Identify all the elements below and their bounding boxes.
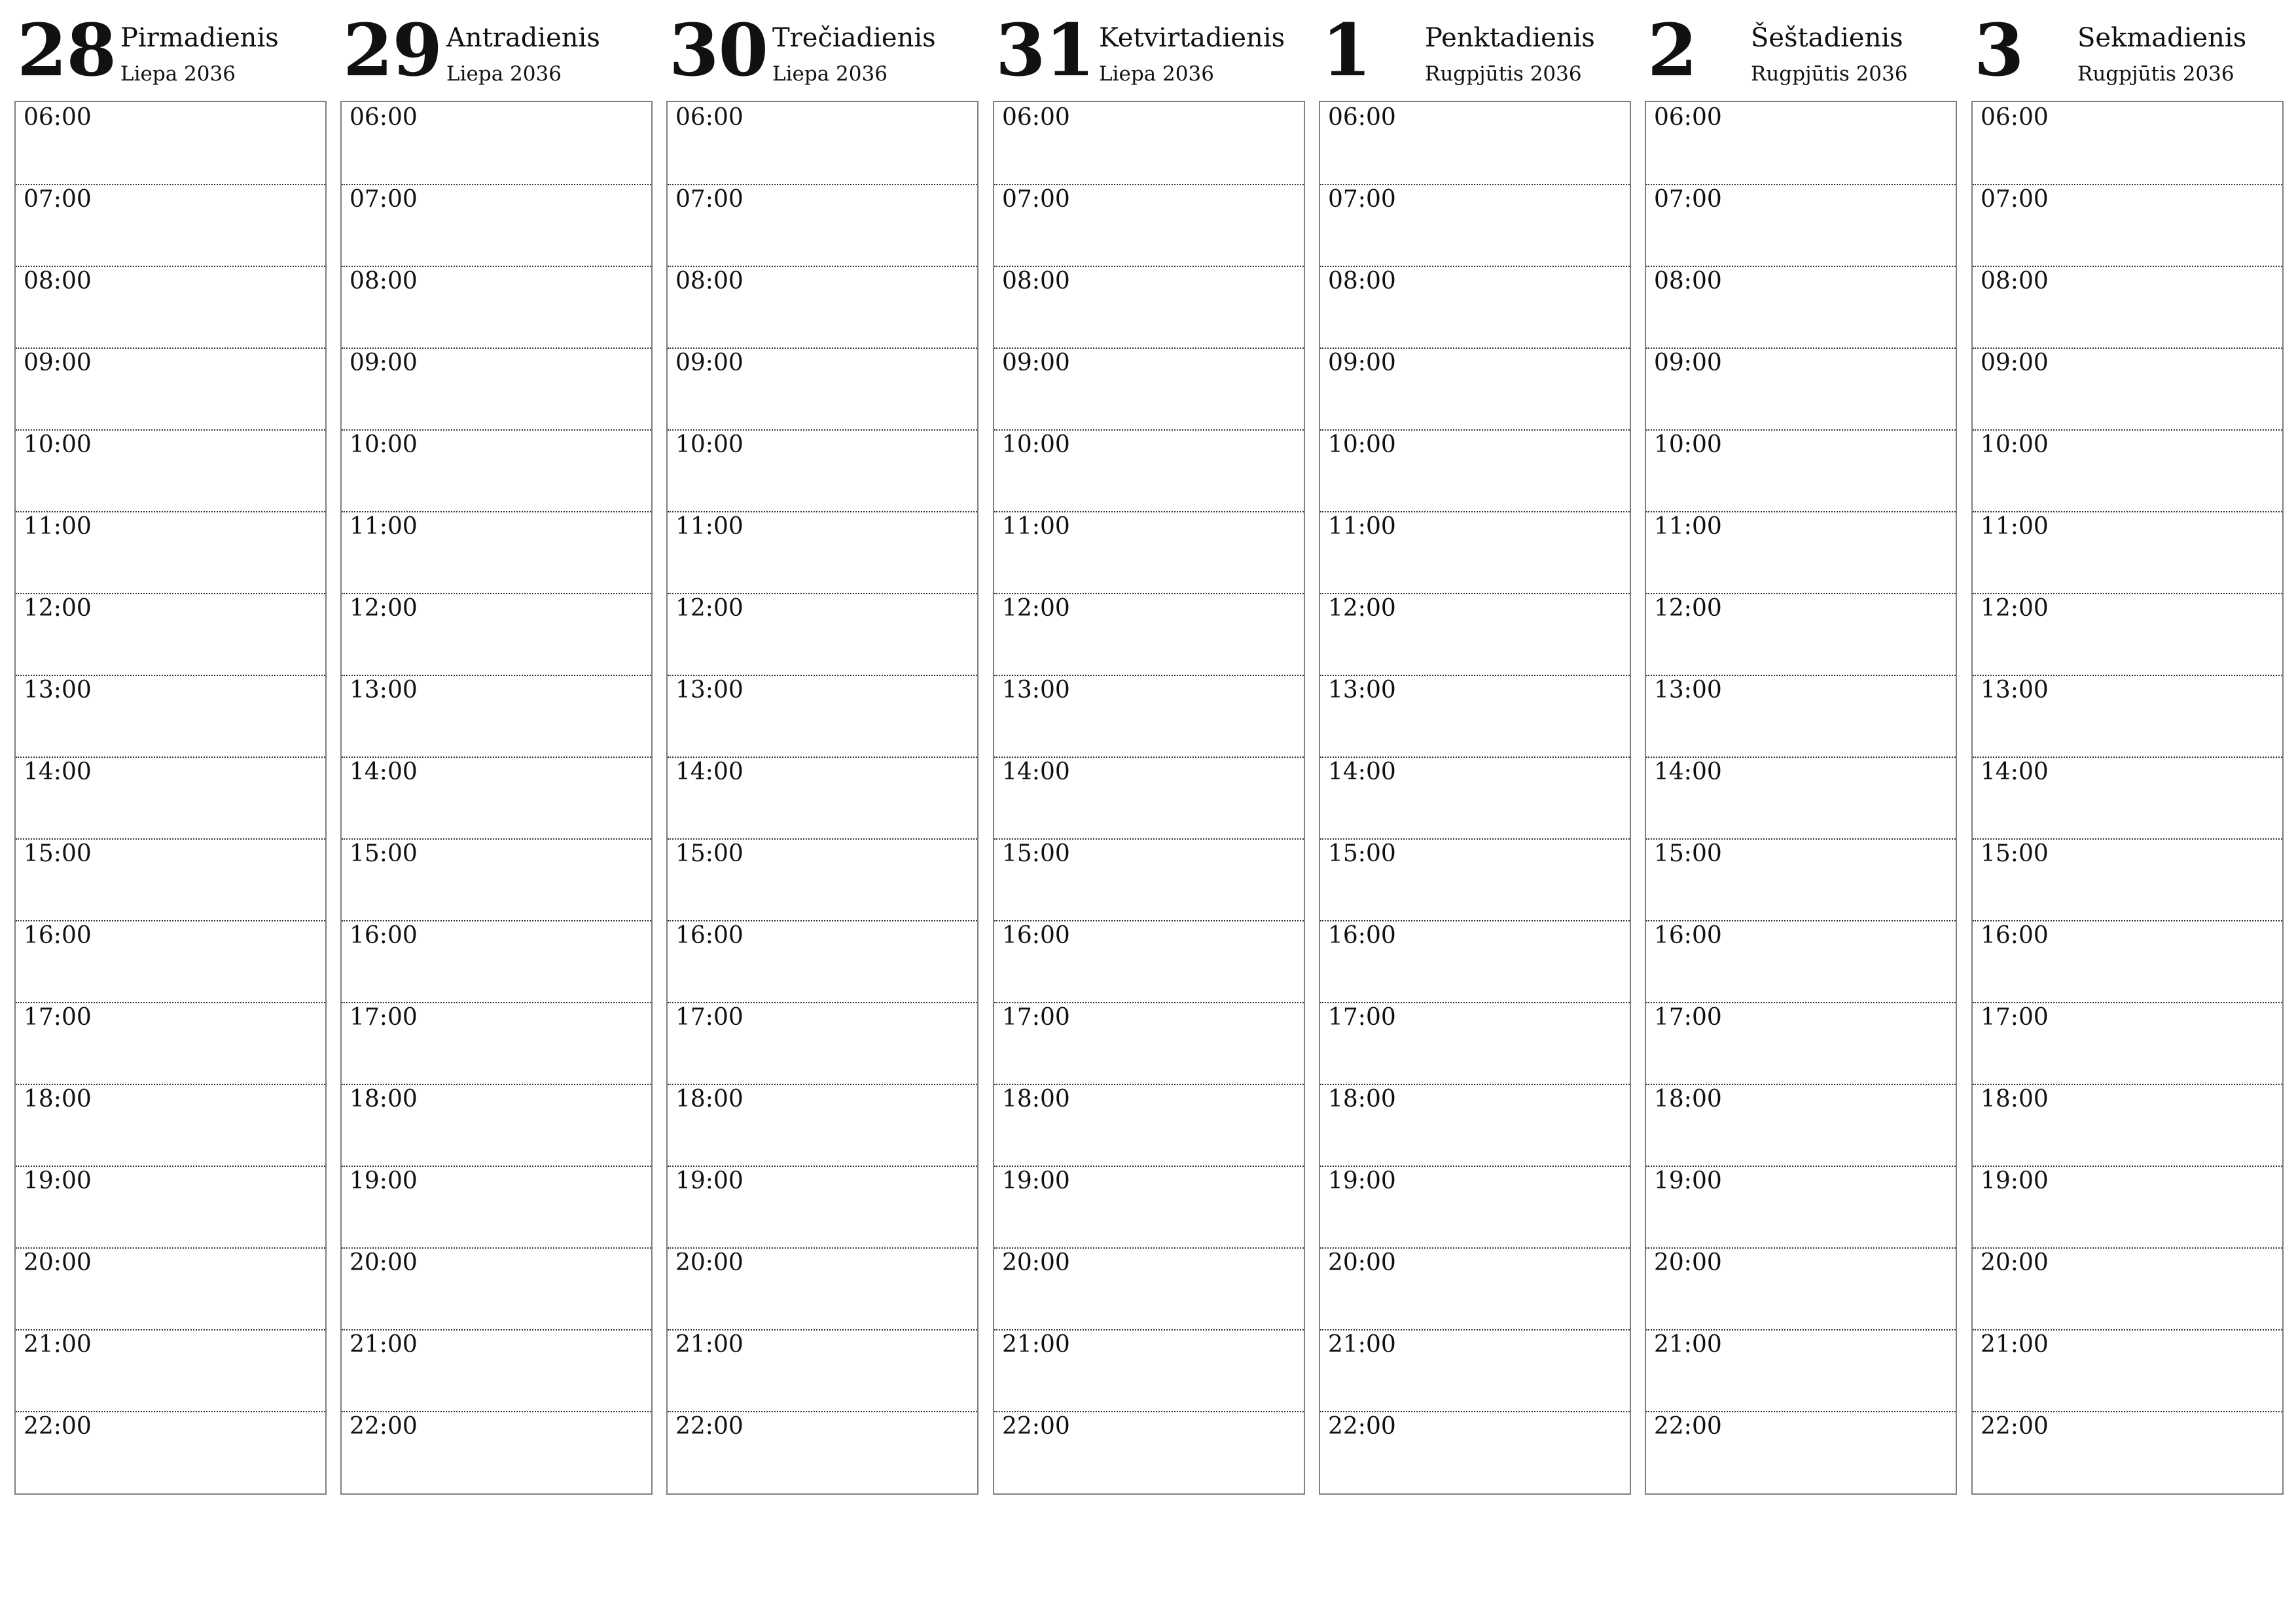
hour-slot — [668, 675, 977, 758]
hour-slot — [16, 348, 325, 431]
hour-label: 06:00 — [1654, 104, 1722, 131]
hour-slot — [1973, 838, 2282, 921]
hour-slot — [1646, 184, 1956, 267]
hour-slot — [1320, 348, 1630, 431]
hour-slot — [1973, 511, 2282, 594]
hour-label: 13:00 — [1002, 677, 1070, 704]
hour-slot — [994, 1084, 1304, 1167]
hour-label: 16:00 — [24, 922, 92, 949]
hour-slot — [1320, 920, 1630, 1003]
hour-slot — [342, 838, 651, 921]
hour-label: 21:00 — [350, 1331, 418, 1358]
hour-slot — [994, 102, 1304, 185]
hour-label: 07:00 — [1654, 186, 1722, 213]
hour-slot — [16, 429, 325, 512]
hour-label: 16:00 — [1328, 922, 1396, 949]
hour-label: 14:00 — [24, 758, 92, 785]
day-column-5 — [1319, 0, 1631, 1440]
hour-label: 17:00 — [350, 1004, 418, 1031]
hour-label: 08:00 — [675, 268, 744, 294]
hour-label: 20:00 — [24, 1249, 92, 1276]
hour-slot — [1973, 348, 2282, 431]
hour-slot — [1973, 184, 2282, 267]
hour-label: 18:00 — [675, 1086, 744, 1113]
day-header — [1971, 0, 2284, 101]
hour-label: 22:00 — [675, 1413, 744, 1440]
month-year: Rugpjūtis 2036 — [2077, 62, 2234, 86]
hour-label: 14:00 — [675, 758, 744, 785]
hour-slot — [1973, 675, 2282, 758]
hour-label: 21:00 — [1981, 1331, 2049, 1358]
hour-label: 07:00 — [24, 186, 92, 213]
hour-slot — [1973, 429, 2282, 512]
hour-label: 06:00 — [350, 104, 418, 131]
hour-label: 13:00 — [1654, 677, 1722, 704]
day-header — [340, 0, 653, 101]
hour-label: 07:00 — [1981, 186, 2049, 213]
hour-label: 18:00 — [1002, 1086, 1070, 1113]
weekday-name: Šeštadienis — [1751, 23, 1903, 53]
hour-label: 16:00 — [1002, 922, 1070, 949]
hour-slot — [668, 920, 977, 1003]
hour-label: 10:00 — [350, 431, 418, 458]
hour-slot — [16, 593, 325, 676]
hour-slot — [1646, 1002, 1956, 1085]
hour-slot — [1320, 102, 1630, 185]
day-header — [14, 0, 327, 101]
hour-label: 18:00 — [1981, 1086, 2049, 1113]
hour-label: 22:00 — [1654, 1413, 1722, 1440]
hour-slot — [342, 1411, 651, 1493]
hour-slot — [668, 1247, 977, 1330]
hour-label: 06:00 — [675, 104, 744, 131]
hour-label: 14:00 — [1654, 758, 1722, 785]
hour-slot — [994, 1411, 1304, 1493]
hour-label: 11:00 — [1002, 513, 1070, 540]
hour-label: 19:00 — [24, 1168, 92, 1194]
hour-slot — [668, 1166, 977, 1249]
hour-label: 11:00 — [1654, 513, 1722, 540]
hour-slot — [16, 1329, 325, 1412]
hour-label: 08:00 — [350, 268, 418, 294]
hour-slot — [342, 1002, 651, 1085]
day-column-6 — [1645, 0, 1957, 1440]
day-header — [1319, 0, 1631, 101]
hour-label: 15:00 — [1654, 840, 1722, 867]
hour-slot — [1320, 675, 1630, 758]
weekday-name: Ketvirtadienis — [1099, 23, 1285, 53]
hour-slot — [1646, 920, 1956, 1003]
hour-slot — [1320, 1329, 1630, 1412]
hour-label: 07:00 — [675, 186, 744, 213]
hour-label: 06:00 — [1328, 104, 1396, 131]
hour-slot — [1320, 184, 1630, 267]
hour-slot — [1646, 1084, 1956, 1167]
hour-slot — [668, 266, 977, 349]
hour-label: 20:00 — [1328, 1249, 1396, 1276]
hour-slot — [342, 1329, 651, 1412]
hour-label: 17:00 — [675, 1004, 744, 1031]
hour-slot — [342, 348, 651, 431]
hour-slot — [16, 757, 325, 840]
hour-label: 08:00 — [1328, 268, 1396, 294]
day-header — [993, 0, 1305, 101]
hour-slot — [16, 184, 325, 267]
day-column-7 — [1971, 0, 2284, 1440]
hour-label: 15:00 — [1981, 840, 2049, 867]
day-schedule-box — [340, 101, 653, 1495]
day-schedule-box — [1319, 101, 1631, 1495]
day-column-4 — [993, 0, 1305, 1440]
day-schedule-box — [1971, 101, 2284, 1495]
hour-slot — [1646, 1411, 1956, 1493]
hour-slot — [1320, 1411, 1630, 1493]
hour-label: 10:00 — [675, 431, 744, 458]
hour-label: 07:00 — [1328, 186, 1396, 213]
day-schedule-box — [14, 101, 327, 1495]
hour-slot — [1646, 757, 1956, 840]
hour-label: 21:00 — [1328, 1331, 1396, 1358]
month-year: Liepa 2036 — [446, 62, 562, 86]
weekday-name: Penktadienis — [1425, 23, 1595, 53]
day-column-2 — [340, 0, 653, 1440]
hour-slot — [1646, 593, 1956, 676]
month-year: Liepa 2036 — [772, 62, 888, 86]
weekday-name: Sekmadienis — [2077, 23, 2247, 53]
hour-label: 20:00 — [350, 1249, 418, 1276]
hour-label: 22:00 — [1002, 1413, 1070, 1440]
hour-label: 08:00 — [24, 268, 92, 294]
hour-slot — [668, 757, 977, 840]
hour-label: 09:00 — [1002, 349, 1070, 376]
hour-slot — [1320, 838, 1630, 921]
hour-label: 10:00 — [24, 431, 92, 458]
hour-label: 08:00 — [1654, 268, 1722, 294]
hour-label: 14:00 — [350, 758, 418, 785]
hour-slot — [342, 593, 651, 676]
hour-slot — [1973, 1166, 2282, 1249]
day-number: 28 — [17, 8, 117, 92]
hour-label: 14:00 — [1328, 758, 1396, 785]
hour-label: 06:00 — [1981, 104, 2049, 131]
hour-label: 20:00 — [675, 1249, 744, 1276]
hour-label: 13:00 — [24, 677, 92, 704]
hour-slot — [342, 757, 651, 840]
hour-slot — [342, 920, 651, 1003]
hour-slot — [1320, 757, 1630, 840]
hour-label: 12:00 — [675, 595, 744, 622]
hour-label: 16:00 — [675, 922, 744, 949]
hour-label: 09:00 — [1328, 349, 1396, 376]
hour-label: 15:00 — [1002, 840, 1070, 867]
hour-slot — [1320, 429, 1630, 512]
hour-slot — [994, 1002, 1304, 1085]
hour-slot — [994, 920, 1304, 1003]
hour-slot — [1320, 593, 1630, 676]
hour-slot — [1320, 1247, 1630, 1330]
hour-slot — [1320, 1002, 1630, 1085]
hour-slot — [994, 1166, 1304, 1249]
hour-slot — [994, 1329, 1304, 1412]
hour-label: 17:00 — [24, 1004, 92, 1031]
hour-label: 19:00 — [1654, 1168, 1722, 1194]
day-schedule-box — [993, 101, 1305, 1495]
hour-label: 12:00 — [1981, 595, 2049, 622]
hour-label: 15:00 — [24, 840, 92, 867]
hour-label: 12:00 — [1654, 595, 1722, 622]
hour-slot — [16, 266, 325, 349]
hour-label: 11:00 — [24, 513, 92, 540]
hour-label: 13:00 — [1328, 677, 1396, 704]
hour-slot — [342, 184, 651, 267]
month-year: Rugpjūtis 2036 — [1425, 62, 1582, 86]
hour-slot — [1320, 1166, 1630, 1249]
hour-label: 11:00 — [675, 513, 744, 540]
hour-slot — [994, 593, 1304, 676]
hour-label: 13:00 — [350, 677, 418, 704]
hour-label: 15:00 — [350, 840, 418, 867]
hour-slot — [16, 1002, 325, 1085]
hour-label: 10:00 — [1981, 431, 2049, 458]
hour-slot — [16, 1247, 325, 1330]
day-schedule-box — [666, 101, 978, 1495]
hour-slot — [1646, 675, 1956, 758]
hour-slot — [668, 184, 977, 267]
hour-label: 08:00 — [1002, 268, 1070, 294]
hour-slot — [1973, 1002, 2282, 1085]
hour-label: 21:00 — [1002, 1331, 1070, 1358]
hour-slot — [1973, 1329, 2282, 1412]
hour-label: 18:00 — [1328, 1086, 1396, 1113]
hour-slot — [1646, 266, 1956, 349]
hour-slot — [16, 838, 325, 921]
hour-slot — [342, 429, 651, 512]
hour-slot — [1973, 102, 2282, 185]
hour-slot — [342, 1084, 651, 1167]
hour-label: 21:00 — [1654, 1331, 1722, 1358]
hour-label: 22:00 — [24, 1413, 92, 1440]
hour-slot — [1646, 429, 1956, 512]
hour-slot — [16, 1411, 325, 1493]
hour-label: 09:00 — [1654, 349, 1722, 376]
day-number: 3 — [1974, 8, 2024, 92]
hour-slot — [16, 1166, 325, 1249]
hour-label: 13:00 — [675, 677, 744, 704]
hour-label: 20:00 — [1981, 1249, 2049, 1276]
hour-label: 19:00 — [1002, 1168, 1070, 1194]
hour-label: 12:00 — [24, 595, 92, 622]
hour-label: 09:00 — [675, 349, 744, 376]
hour-slot — [342, 1166, 651, 1249]
day-number: 2 — [1647, 8, 1697, 92]
hour-slot — [994, 348, 1304, 431]
hour-label: 14:00 — [1981, 758, 2049, 785]
hour-slot — [342, 1247, 651, 1330]
hour-label: 09:00 — [24, 349, 92, 376]
hour-slot — [16, 102, 325, 185]
hour-label: 22:00 — [1328, 1413, 1396, 1440]
hour-slot — [668, 1329, 977, 1412]
hour-label: 20:00 — [1002, 1249, 1070, 1276]
hour-slot — [1973, 1084, 2282, 1167]
hour-slot — [668, 102, 977, 185]
hour-label: 17:00 — [1328, 1004, 1396, 1031]
hour-slot — [668, 511, 977, 594]
month-year: Liepa 2036 — [1099, 62, 1214, 86]
hour-slot — [1646, 348, 1956, 431]
hour-label: 18:00 — [24, 1086, 92, 1113]
hour-label: 08:00 — [1981, 268, 2049, 294]
hour-slot — [16, 1084, 325, 1167]
hour-slot — [1646, 1329, 1956, 1412]
hour-slot — [994, 184, 1304, 267]
hour-slot — [1973, 920, 2282, 1003]
hour-label: 21:00 — [675, 1331, 744, 1358]
hour-label: 17:00 — [1654, 1004, 1722, 1031]
hour-label: 09:00 — [1981, 349, 2049, 376]
hour-label: 14:00 — [1002, 758, 1070, 785]
hour-label: 12:00 — [1328, 595, 1396, 622]
hour-slot — [1646, 1166, 1956, 1249]
hour-label: 22:00 — [1981, 1413, 2049, 1440]
day-column-3 — [666, 0, 978, 1440]
hour-slot — [1973, 1247, 2282, 1330]
hour-slot — [342, 266, 651, 349]
hour-label: 19:00 — [350, 1168, 418, 1194]
hour-label: 17:00 — [1002, 1004, 1070, 1031]
hour-label: 12:00 — [350, 595, 418, 622]
hour-slot — [994, 429, 1304, 512]
hour-label: 18:00 — [350, 1086, 418, 1113]
hour-label: 16:00 — [1981, 922, 2049, 949]
hour-slot — [1973, 757, 2282, 840]
hour-slot — [668, 348, 977, 431]
weekday-name: Antradienis — [446, 23, 600, 53]
hour-slot — [668, 1411, 977, 1493]
hour-label: 21:00 — [24, 1331, 92, 1358]
hour-label: 11:00 — [350, 513, 418, 540]
month-year: Liepa 2036 — [120, 62, 236, 86]
hour-label: 11:00 — [1328, 513, 1396, 540]
hour-label: 19:00 — [675, 1168, 744, 1194]
hour-label: 12:00 — [1002, 595, 1070, 622]
hour-slot — [1973, 1411, 2282, 1493]
hour-slot — [668, 1084, 977, 1167]
hour-slot — [1320, 1084, 1630, 1167]
hour-slot — [994, 838, 1304, 921]
hour-slot — [1646, 511, 1956, 594]
hour-label: 15:00 — [675, 840, 744, 867]
day-header — [1645, 0, 1957, 101]
hour-label: 11:00 — [1981, 513, 2049, 540]
hour-label: 10:00 — [1654, 431, 1722, 458]
hour-slot — [1973, 266, 2282, 349]
hour-label: 06:00 — [24, 104, 92, 131]
hour-label: 13:00 — [1981, 677, 2049, 704]
month-year: Rugpjūtis 2036 — [1751, 62, 1908, 86]
hour-slot — [994, 1247, 1304, 1330]
hour-slot — [668, 593, 977, 676]
weekday-name: Pirmadienis — [120, 23, 279, 53]
hour-slot — [1320, 511, 1630, 594]
hour-label: 19:00 — [1981, 1168, 2049, 1194]
hour-label: 22:00 — [350, 1413, 418, 1440]
hour-slot — [668, 1002, 977, 1085]
hour-slot — [1646, 838, 1956, 921]
hour-slot — [994, 511, 1304, 594]
hour-label: 16:00 — [350, 922, 418, 949]
hour-label: 19:00 — [1328, 1168, 1396, 1194]
hour-label: 07:00 — [350, 186, 418, 213]
hour-slot — [668, 838, 977, 921]
hour-label: 15:00 — [1328, 840, 1396, 867]
hour-label: 17:00 — [1981, 1004, 2049, 1031]
day-number: 31 — [996, 8, 1095, 92]
hour-label: 09:00 — [350, 349, 418, 376]
weekday-name: Trečiadienis — [772, 23, 936, 53]
day-number: 1 — [1321, 8, 1371, 92]
hour-label: 16:00 — [1654, 922, 1722, 949]
hour-slot — [1973, 593, 2282, 676]
hour-slot — [342, 675, 651, 758]
hour-slot — [994, 757, 1304, 840]
hour-slot — [1646, 1247, 1956, 1330]
hour-slot — [994, 675, 1304, 758]
hour-slot — [16, 511, 325, 594]
hour-slot — [668, 429, 977, 512]
day-number: 30 — [669, 8, 768, 92]
hour-slot — [16, 920, 325, 1003]
hour-label: 10:00 — [1002, 431, 1070, 458]
hour-label: 18:00 — [1654, 1086, 1722, 1113]
day-schedule-box — [1645, 101, 1957, 1495]
hour-slot — [1320, 266, 1630, 349]
hour-slot — [1646, 102, 1956, 185]
hour-label: 06:00 — [1002, 104, 1070, 131]
day-header — [666, 0, 978, 101]
day-number: 29 — [343, 8, 442, 92]
hour-slot — [16, 675, 325, 758]
hour-label: 20:00 — [1654, 1249, 1722, 1276]
hour-slot — [994, 266, 1304, 349]
hour-slot — [342, 511, 651, 594]
day-column-1 — [14, 0, 327, 1440]
hour-slot — [342, 102, 651, 185]
hour-label: 07:00 — [1002, 186, 1070, 213]
hour-label: 10:00 — [1328, 431, 1396, 458]
